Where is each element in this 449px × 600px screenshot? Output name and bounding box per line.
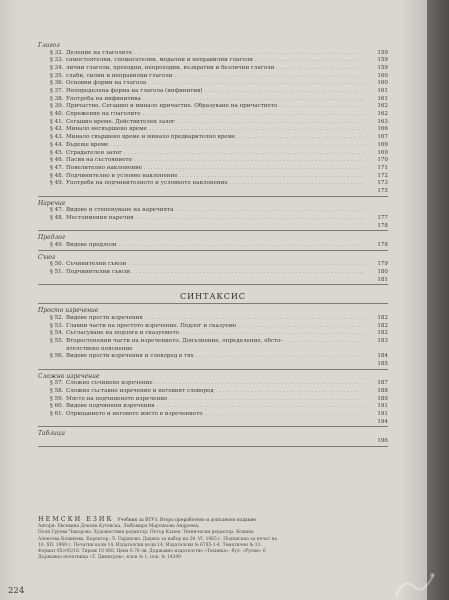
toc-row-page: 161 [377, 88, 388, 95]
toc-row-number: § 58. [50, 387, 64, 394]
toc-row-page: 160 [377, 80, 388, 87]
toc-row-number: § 35. [50, 72, 64, 79]
toc-row-title: Употреба на инфинитива . . . [66, 96, 364, 104]
toc-row-number: § 48. [50, 214, 64, 221]
toc-row-continuation: ятелствено пояснение [66, 345, 133, 352]
toc-row [38, 380, 388, 388]
toc-row-title: самостоятелни, спомагателни, модални и неправилни глаголи . . . [66, 57, 364, 65]
section-label: Таблици [38, 430, 65, 438]
toc-row-number: § 37. [50, 88, 64, 95]
toc-row-page: 166 [377, 126, 388, 133]
toc-row [38, 173, 388, 181]
toc-row-number: § 34. [50, 64, 64, 71]
toc-row [38, 411, 388, 419]
toc-row-number: § 54. [50, 330, 64, 337]
toc-row-title: Главни части на простото изречение. Подлог и сказуемо . . . [66, 323, 364, 331]
toc-row-title: Деление на глаголите . . . [66, 50, 364, 58]
toc-row [38, 96, 388, 104]
toc-row-title: Спрежение на глаголите . . . [66, 111, 364, 119]
toc-row [38, 157, 388, 165]
toc-row-title: Видове предлози . . . [66, 242, 364, 250]
toc-row-title: Второстепенни части на изречението. Допълнение, определение, обсто- . . . [66, 338, 364, 346]
toc-row-page: 167 [377, 134, 388, 141]
toc-row-number: § 38. [50, 95, 64, 102]
toc-row-page: 189 [377, 395, 388, 402]
toc-row-page: 178 [377, 222, 388, 229]
toc-row-title: Съгласуване на подлога и сказуемото . . . [66, 330, 364, 338]
page-number: 224 [8, 586, 25, 596]
toc-row-number: § 53. [50, 322, 64, 329]
toc-row-number: § 42. [50, 126, 64, 133]
toc-row-number: § 36. [50, 80, 64, 87]
toc-row-number: § 32. [50, 49, 64, 56]
toc-row-page: 184 [377, 353, 388, 360]
toc-row [38, 346, 388, 354]
toc-row [38, 396, 388, 404]
toc-row-title: Видове прости изречения и словоред в тях . . . [66, 353, 364, 361]
toc-row-page: 169 [377, 149, 388, 156]
toc-row-trailing [38, 361, 388, 369]
toc-row-page: 177 [377, 214, 388, 221]
toc-row-page: 178 [377, 241, 388, 248]
table-of-contents [38, 42, 388, 450]
toc-row [38, 261, 388, 269]
toc-row [38, 330, 388, 338]
watermark-logo [394, 568, 438, 598]
toc-row-page: 159 [377, 64, 388, 71]
toc-row-page: 179 [377, 261, 388, 268]
toc-row-title: Видове подчинени изречения . . . [66, 403, 364, 411]
toc-row [38, 65, 388, 73]
toc-row [38, 323, 388, 331]
toc-row-trailing [38, 438, 388, 446]
toc-row-number: § 43. [50, 134, 64, 141]
toc-row-page: 191 [377, 403, 388, 410]
toc-row-page: 162 [377, 103, 388, 110]
toc-row-title: Сложно съчинено изречение . . . [66, 380, 364, 388]
toc-row-title: Видове прости изречения . . . [66, 315, 364, 323]
toc-row-page: 182 [377, 330, 388, 337]
toc-row-number: § 48. [50, 172, 64, 179]
toc-row [38, 207, 388, 215]
toc-row [38, 353, 388, 361]
imprint-line: Формат 65×92/16. Тираж 10 060. Цена 0.76 лв. Държавно издателство «Техника», бул. «Русия» 6 [38, 549, 266, 555]
toc-row-title: Видове и степенуване на наречията . . . [66, 207, 364, 215]
toc-row-title: Местоимения наречия . . . [66, 215, 364, 223]
toc-row-number: § 46. [50, 157, 64, 164]
imprint-subtitle: Учебник за ВТУЗ. Второ преработено и допълнено издание [117, 518, 256, 523]
toc-row-trailing [38, 223, 388, 231]
toc-row-number: § 44. [50, 141, 64, 148]
imprint-line: Държавна печатница «Т. Димитров», клон № 1, поп. № 14399 [38, 555, 181, 561]
toc-row-number: § 47. [50, 207, 64, 214]
toc-row [38, 215, 388, 223]
toc-row-number: § 57. [50, 380, 64, 387]
book-spine-shadow [427, 0, 449, 600]
toc-row [38, 119, 388, 127]
toc-row-page: 182 [377, 314, 388, 321]
toc-row-number: § 33. [50, 57, 64, 64]
toc-row-page: 170 [377, 157, 388, 164]
toc-row-number: § 47. [50, 164, 64, 171]
toc-row-title: Повелително наклонение . . . [66, 165, 364, 173]
toc-row-title: Основни форми на глагола . . . [66, 80, 364, 88]
section-label: Предлог [38, 234, 65, 242]
toc-row-title: Отрицанието и неговото място в изречението . . . [66, 411, 364, 419]
toc-row [38, 388, 388, 396]
toc-row-page: 191 [377, 411, 388, 417]
toc-row-number: § 50. [50, 261, 64, 268]
toc-row [38, 165, 388, 173]
toc-row-number: § 41. [50, 118, 64, 125]
toc-row-page: 161 [377, 95, 388, 102]
toc-row-page: 196 [377, 437, 388, 444]
toc-row [38, 80, 388, 88]
toc-row-page: 182 [377, 322, 388, 329]
toc-row [38, 142, 388, 150]
toc-row-title: Причастие. Сегашно и минало причастие. Образуване на причастието . . . [66, 103, 364, 111]
section-label: Съюз [38, 253, 56, 261]
toc-row [38, 150, 388, 158]
toc-row-page: 162 [377, 111, 388, 118]
toc-row-trailing [38, 419, 388, 427]
imprint-block [38, 516, 390, 561]
toc-row-page: 180 [377, 268, 388, 275]
toc-row-number: § 39. [50, 103, 64, 110]
section-label: Сложно изречение [38, 372, 100, 380]
toc-row-page: 185 [377, 360, 388, 367]
toc-row-page: 159 [377, 49, 388, 56]
toc-row [38, 338, 388, 346]
toc-row-number: § 59. [50, 395, 64, 402]
toc-row-page: 188 [377, 387, 388, 394]
toc-row-page: 169 [377, 141, 388, 148]
toc-row [38, 269, 388, 277]
imprint-line: 10. XII. 1969 г. Печатни коли 14. Издателски коли 14. Издателски № 6785-1-4. Тематичен № 31. [38, 542, 262, 548]
toc-row-page: 163 [377, 118, 388, 125]
toc-row-title: Употреба на подчинителното и условното наклонение . . . [66, 180, 364, 188]
toc-row-number: § 56. [50, 353, 64, 360]
imprint-line: Алексова Коцинова. Коректор: Л. Сиракова. Дадена за набор на 24. VI. 1965 г. Подписана за печат на [38, 536, 278, 542]
toc-row-number: § 60. [50, 403, 64, 410]
toc-row [38, 73, 388, 81]
toc-row [38, 57, 388, 65]
toc-row-page: 187 [377, 380, 388, 387]
toc-row-page: 159 [377, 57, 388, 64]
toc-row-title: Минало несвършено време . . . [66, 126, 364, 134]
toc-row-title: лични глаголи, преходни, непреходни, възвратни и безлични глаголи . . . [66, 65, 364, 73]
toc-row [38, 403, 388, 411]
spacer [38, 447, 388, 450]
toc-row-page: 160 [377, 72, 388, 79]
toc-row-page: 173 [377, 180, 388, 187]
toc-row-title: Страдателен залог . . . [66, 150, 364, 158]
toc-row-title: Сегашно време. Действителен залог . . . [66, 119, 364, 127]
section-label: Наречие [38, 199, 66, 207]
toc-row-title: Подчинителни съюзи . . . [66, 269, 364, 277]
toc-row-trailing [38, 277, 388, 285]
toc-row-page: 181 [377, 276, 388, 283]
toc-row-number: § 61. [50, 411, 64, 417]
toc-row-trailing [38, 188, 388, 196]
toc-row-number: § 49. [50, 241, 64, 248]
toc-row-title: Пасив на състоянието . . . [66, 157, 364, 165]
toc-row [38, 126, 388, 134]
toc-row-number: § 40. [50, 111, 64, 118]
toc-row-title: Подчинително и условно наклонение . . . [66, 173, 364, 181]
toc-row [38, 50, 388, 58]
section-label: Глагол [38, 42, 60, 49]
toc-row-page: 175 [377, 187, 388, 194]
section-label: Просто изречение [38, 307, 99, 315]
toc-row-number: § 51. [50, 268, 64, 275]
imprint-title: НЕМСКИ ЕЗИК [38, 515, 114, 523]
toc-row-title: слаби, силни и неправилни глаголи . . . [66, 73, 364, 81]
imprint-lines [38, 524, 390, 561]
toc-row [38, 315, 388, 323]
toc-row-page: 194 [377, 418, 388, 425]
toc-row-title: Бъдеще време . . . [66, 142, 364, 150]
toc-row [38, 242, 388, 250]
imprint-line: Поля Груева Чакърова. Художествен редактор: Петър Кънев. Технически редактор: Ясмина [38, 530, 254, 536]
toc-row-page: 171 [377, 164, 388, 171]
toc-row-number: § 49. [50, 180, 64, 187]
toc-row-title: Съчинителни съюзи . . . [66, 261, 364, 269]
toc-row [38, 111, 388, 119]
toc-row [38, 88, 388, 96]
toc-row-title: Сложно съставно изречение и неговият словоред . . . [66, 388, 364, 396]
syntax-heading: СИНТАКСИС [180, 292, 246, 302]
toc-row-number: § 55. [50, 337, 64, 344]
toc-row [38, 103, 388, 111]
toc-row-title: Място на подчиненото изречение . . . [66, 396, 364, 404]
toc-row-page: 172 [377, 172, 388, 179]
toc-row [38, 134, 388, 142]
toc-row-number: § 45. [50, 149, 64, 156]
toc-row-title: Неопределена форма на глагола (инфинитив) . . . [66, 88, 364, 96]
toc-row [38, 180, 388, 188]
toc-row-page: 183 [377, 337, 388, 344]
imprint-line: Автори: Евсевина Донова Кутевска, Любомира Мартинова Андреева, [38, 524, 200, 530]
toc-row-number: § 52. [50, 314, 64, 321]
toc-row-title: Минало свършено време и минало предварително време . . . [66, 134, 364, 142]
